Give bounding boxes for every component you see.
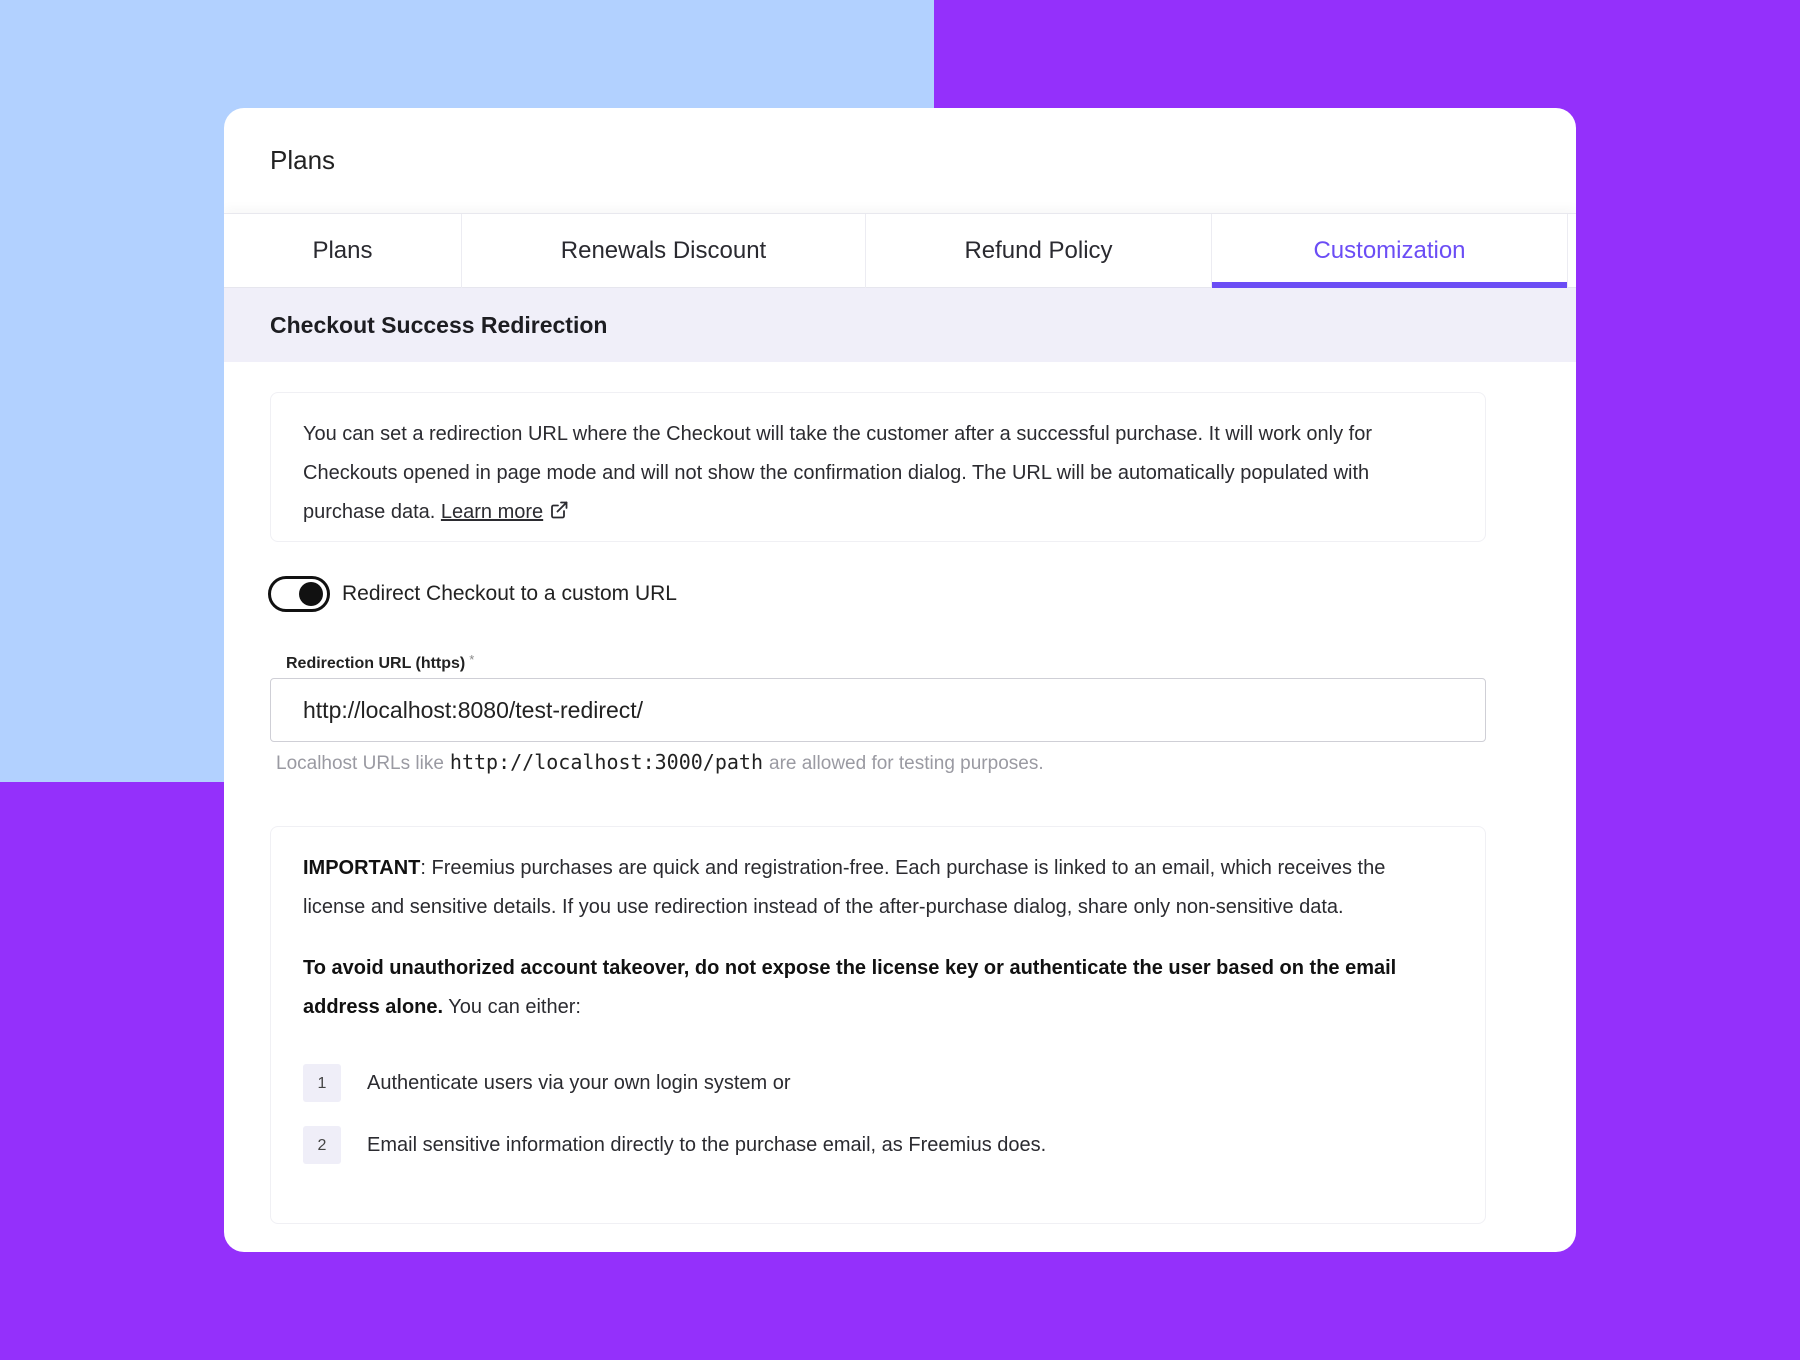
external-link-icon <box>549 500 569 520</box>
warning-paragraph <box>303 949 1453 1027</box>
redirection-url-label-text: Redirection URL (https) <box>286 655 466 672</box>
required-mark: * <box>469 652 475 667</box>
info-box <box>270 392 1486 542</box>
toggle-label: Redirect Checkout to a custom URL <box>342 582 677 605</box>
page-title: Plans <box>270 145 336 175</box>
settings-card <box>224 108 1576 1252</box>
learn-more-link[interactable] <box>441 501 569 523</box>
step-text: Authenticate users via your own login system or <box>367 1071 791 1094</box>
tab-plans[interactable]: Plans <box>224 214 462 288</box>
step-number: 2 <box>303 1126 341 1164</box>
hint-code: http://localhost:3000/path <box>449 750 763 774</box>
redirection-url-input[interactable] <box>270 678 1486 742</box>
important-label: IMPORTANT <box>303 857 421 879</box>
redirect-toggle[interactable] <box>268 576 330 612</box>
important-notice <box>270 826 1486 1224</box>
section-title: Checkout Success Redirection <box>270 311 608 338</box>
warning-bold: To avoid unauthorized account takeover, do not expose the license key or authenticate the user based on the email address alone. <box>303 957 1397 1018</box>
card-header <box>224 108 1576 214</box>
step-text: Email sensitive information directly to the purchase email, as Freemius does. <box>367 1133 1047 1156</box>
tab-renewals-discount[interactable]: Renewals Discount <box>462 214 866 288</box>
redirection-url-label <box>286 652 474 673</box>
redirect-toggle-row <box>268 576 677 612</box>
important-text: : Freemius purchases are quick and registration-free. Each purchase is linked to an email, which receives the license and sensitive details. If you use redirection instead of the after-purchase dialog, share only non-sensitive data. <box>303 857 1386 918</box>
important-paragraph <box>303 849 1453 927</box>
step-number: 1 <box>303 1064 341 1102</box>
tab-refund-policy[interactable]: Refund Policy <box>866 214 1212 288</box>
tab-customization[interactable]: Customization <box>1212 214 1568 288</box>
tab-bar <box>224 214 1576 288</box>
learn-more-label: Learn more <box>440 501 544 523</box>
section-header <box>224 288 1576 362</box>
list-item <box>303 1063 1453 1103</box>
hint-prefix: Localhost URLs like <box>276 753 444 774</box>
hint-suffix: are allowed for testing purposes. <box>769 753 1044 774</box>
toggle-knob <box>299 582 323 606</box>
list-item <box>303 1125 1453 1165</box>
info-text: You can set a redirection URL where the Checkout will take the customer after a successful purchase. It will work only for Checkouts opened in page mode and will not show the confirmation dialog. The URL will be automatically populated with purchase data. <box>303 423 1373 523</box>
url-hint <box>276 750 1044 775</box>
steps-list <box>303 1063 1453 1165</box>
warning-rest: You can either: <box>443 996 581 1018</box>
